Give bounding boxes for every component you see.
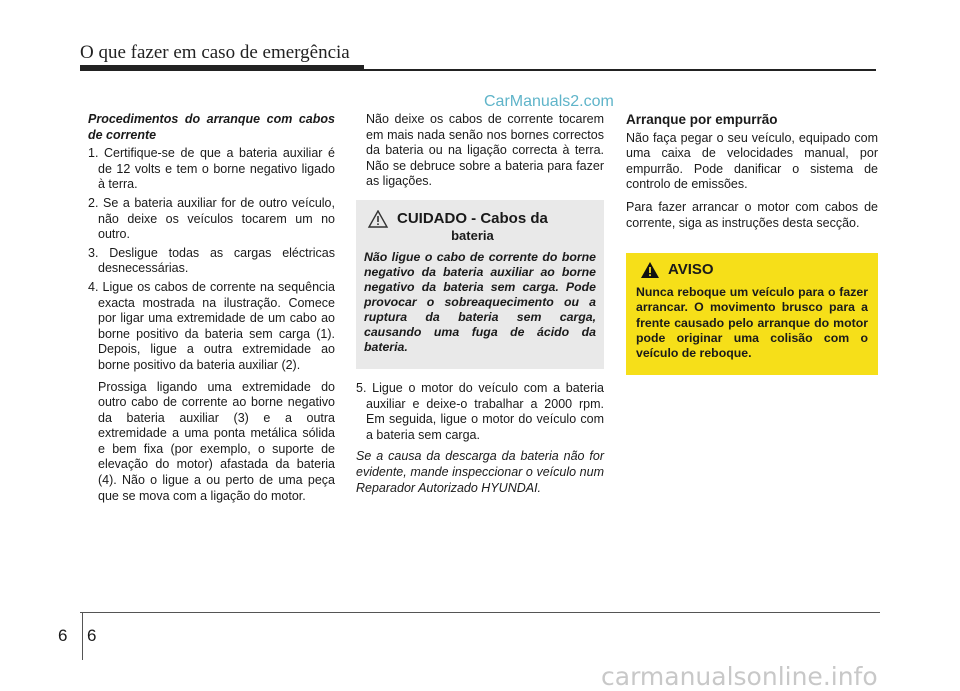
column-2 — [356, 112, 604, 503]
warning-header — [636, 261, 868, 279]
watermark-top: CarManuals2.com — [484, 93, 614, 110]
push-start-paragraph-1: Não faça pegar o seu veículo, equipado com uma caixa de velocidades manual, por empurrão. Pode danificar o sistema de controlo de emissões. — [626, 130, 878, 192]
warning-box — [626, 253, 878, 375]
inspection-note: Se a causa da descarga da bateria não for evidente, mande inspeccionar o veículo num Reparador Autorizado HYUNDAI. — [356, 449, 604, 495]
step-2: 2. Se a bateria auxiliar for de outro veículo, não deixe os veículos tocarem um no outro. — [88, 195, 335, 242]
caution-body: Não ligue o cabo de corrente do borne negativo da bateria auxiliar ao borne negativo da bateria sem carga. Pode provocar o sobreaquecimento ou a ruptura da bateria sem carga, causando uma fuga de ácido da bateria. — [364, 249, 596, 354]
steps-list-continued — [356, 381, 604, 443]
column-3 — [626, 112, 878, 375]
caution-triangle-icon — [367, 210, 389, 228]
section-title: Procedimentos do arranque com cabos de corrente — [88, 112, 335, 142]
caution-title — [397, 210, 548, 244]
footer-rule — [80, 612, 880, 613]
step-4: 4. Ligue os cabos de corrente na sequência exacta mostrada na ilustração. Comece por ligar uma extremidade de um cabo ao borne positivo da bateria sem carga (1). Depois, ligue a outra extremidade ao borne positivo da bateria auxiliar (2). — [88, 279, 335, 372]
page-header-title: O que fazer em caso de emergência — [80, 42, 350, 63]
header-bar — [80, 65, 364, 71]
warning-body: Nunca reboque um veículo para o fazer arrancar. O movimento brusco para a frente causado pelo arranque do motor pode originar uma colisão com o veículo de reboque. — [636, 285, 868, 360]
step-5: 5. Ligue o motor do veículo com a bateria auxiliar e deixe-o trabalhar a 2000 rpm. Em seguida, ligue o motor do veículo com a bateria sem carga. — [356, 380, 604, 442]
page-number: 6 — [87, 626, 97, 645]
watermark-bottom: carmanualsonline.info — [601, 662, 878, 691]
push-start-paragraph-2: Para fazer arrancar o motor com cabos de corrente, siga as instruções desta secção. — [626, 199, 878, 230]
header-rule — [364, 69, 876, 71]
column-1 — [88, 112, 335, 511]
caution-label: CUIDADO - — [397, 209, 477, 227]
intro-paragraph: Não deixe os cabos de corrente tocarem em mais nada senão nos bornes correctos da bateria ou na ligação correcta à terra. Não se debruce sobre a bateria para fazer as ligações. — [366, 112, 604, 189]
steps-list — [88, 146, 335, 373]
caution-subject-1: Cabos da — [480, 209, 548, 227]
step-3: 3. Desligue todas as cargas eléctricas desnecessárias. — [88, 245, 335, 276]
caution-subject-2: bateria — [451, 227, 494, 243]
push-start-heading: Arranque por empurrão — [626, 112, 778, 127]
caution-box — [356, 200, 604, 369]
step-1: 1. Certifique-se de que a bateria auxiliar é de 12 volts e tem o borne negativo ligado à terra. — [88, 146, 335, 192]
step-4-continuation: Prossiga ligando uma extremidade do outro cabo de corrente ao borne negativo da bateria auxiliar (3) e a outra extremidade a uma ponta metálica sólida e bem fixa (por exemplo, o suporte de elevação do motor) afastada da bateria (4). Não o ligue a ou perto de uma peça que se mova com a ligação do motor. — [98, 379, 335, 503]
page-number-divider — [82, 612, 83, 660]
page-section-number: 6 — [58, 626, 68, 645]
caution-header — [364, 210, 596, 244]
warning-triangle-icon — [640, 261, 660, 279]
warning-title: AVISO — [668, 261, 714, 279]
